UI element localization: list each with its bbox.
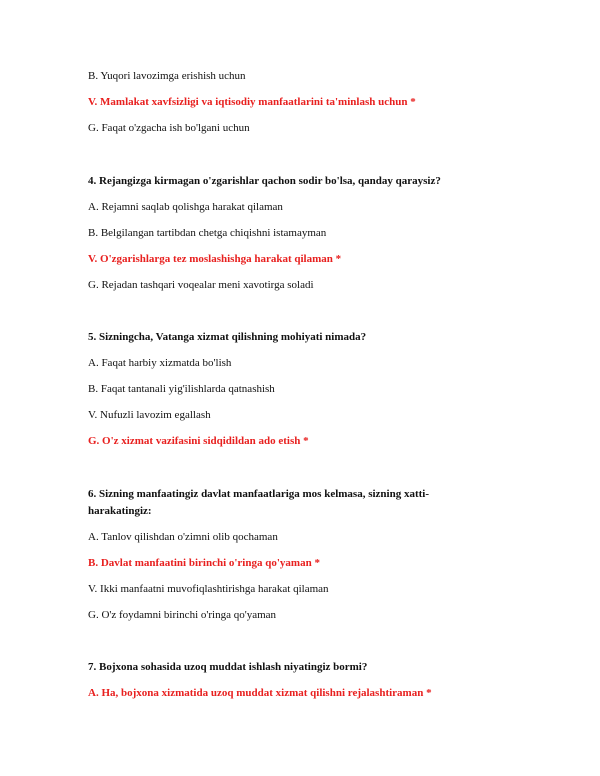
answer-option-5v: V. Nufuzli lavozim egallash (88, 409, 211, 421)
question-4: 4. Rejangizga kirmagan o'zgarishlar qachon sodir bo'lsa, qanday qaraysiz? (88, 175, 441, 187)
question-6: 6. Sizning manfaatingiz davlat manfaatlariga mos kelmasa, sizning xatti- (88, 488, 430, 500)
answer-option-6g: G. O'z foydamni birinchi o'ringa qo'yaman (88, 609, 277, 621)
answer-option-3g: G. Faqat o'zgacha ish bo'lgani uchun (88, 122, 250, 134)
correct-answer-7a: A. Ha, bojxona xizmatida uzoq muddat xizmat qilishni rejalashtiraman * (88, 687, 432, 699)
question-7: 7. Bojxona sohasida uzoq muddat ishlash niyatingiz bormi? (88, 661, 368, 673)
answer-option-4b: B. Belgilangan tartibdan chetga chiqishni istamayman (88, 227, 327, 239)
correct-answer-3v: V. Mamlakat xavfsizligi va iqtisodiy manfaatlarini ta'minlash uchun * (88, 96, 416, 108)
answer-option-6v: V. Ikki manfaatni muvofiqlashtirishga harakat qilaman (88, 583, 329, 595)
answer-option-5a: A. Faqat harbiy xizmatda bo'lish (88, 357, 232, 369)
answer-option-6a: A. Tanlov qilishdan o'zimni olib qochaman (88, 531, 278, 543)
answer-option-3b: B. Yuqori lavozimga erishish uchun (88, 70, 246, 82)
question-6-continued: harakatingiz: (88, 505, 152, 517)
answer-option-4g: G. Rejadan tashqari voqealar meni xavotirga soladi (88, 279, 314, 291)
correct-answer-4v: V. O'zgarishlarga tez moslashishga harakat qilaman * (88, 253, 342, 265)
correct-answer-6b: B. Davlat manfaatini birinchi o'ringa qo'yaman * (88, 557, 320, 569)
correct-answer-5g: G. O'z xizmat vazifasini sidqidildan ado etish * (88, 435, 309, 447)
question-5: 5. Sizningcha, Vatanga xizmat qilishning mohiyati nimada? (88, 331, 367, 343)
answer-option-4a: A. Rejamni saqlab qolishga harakat qilaman (88, 201, 283, 213)
answer-option-5b: B. Faqat tantanali yig'ilishlarda qatnashish (88, 383, 275, 395)
